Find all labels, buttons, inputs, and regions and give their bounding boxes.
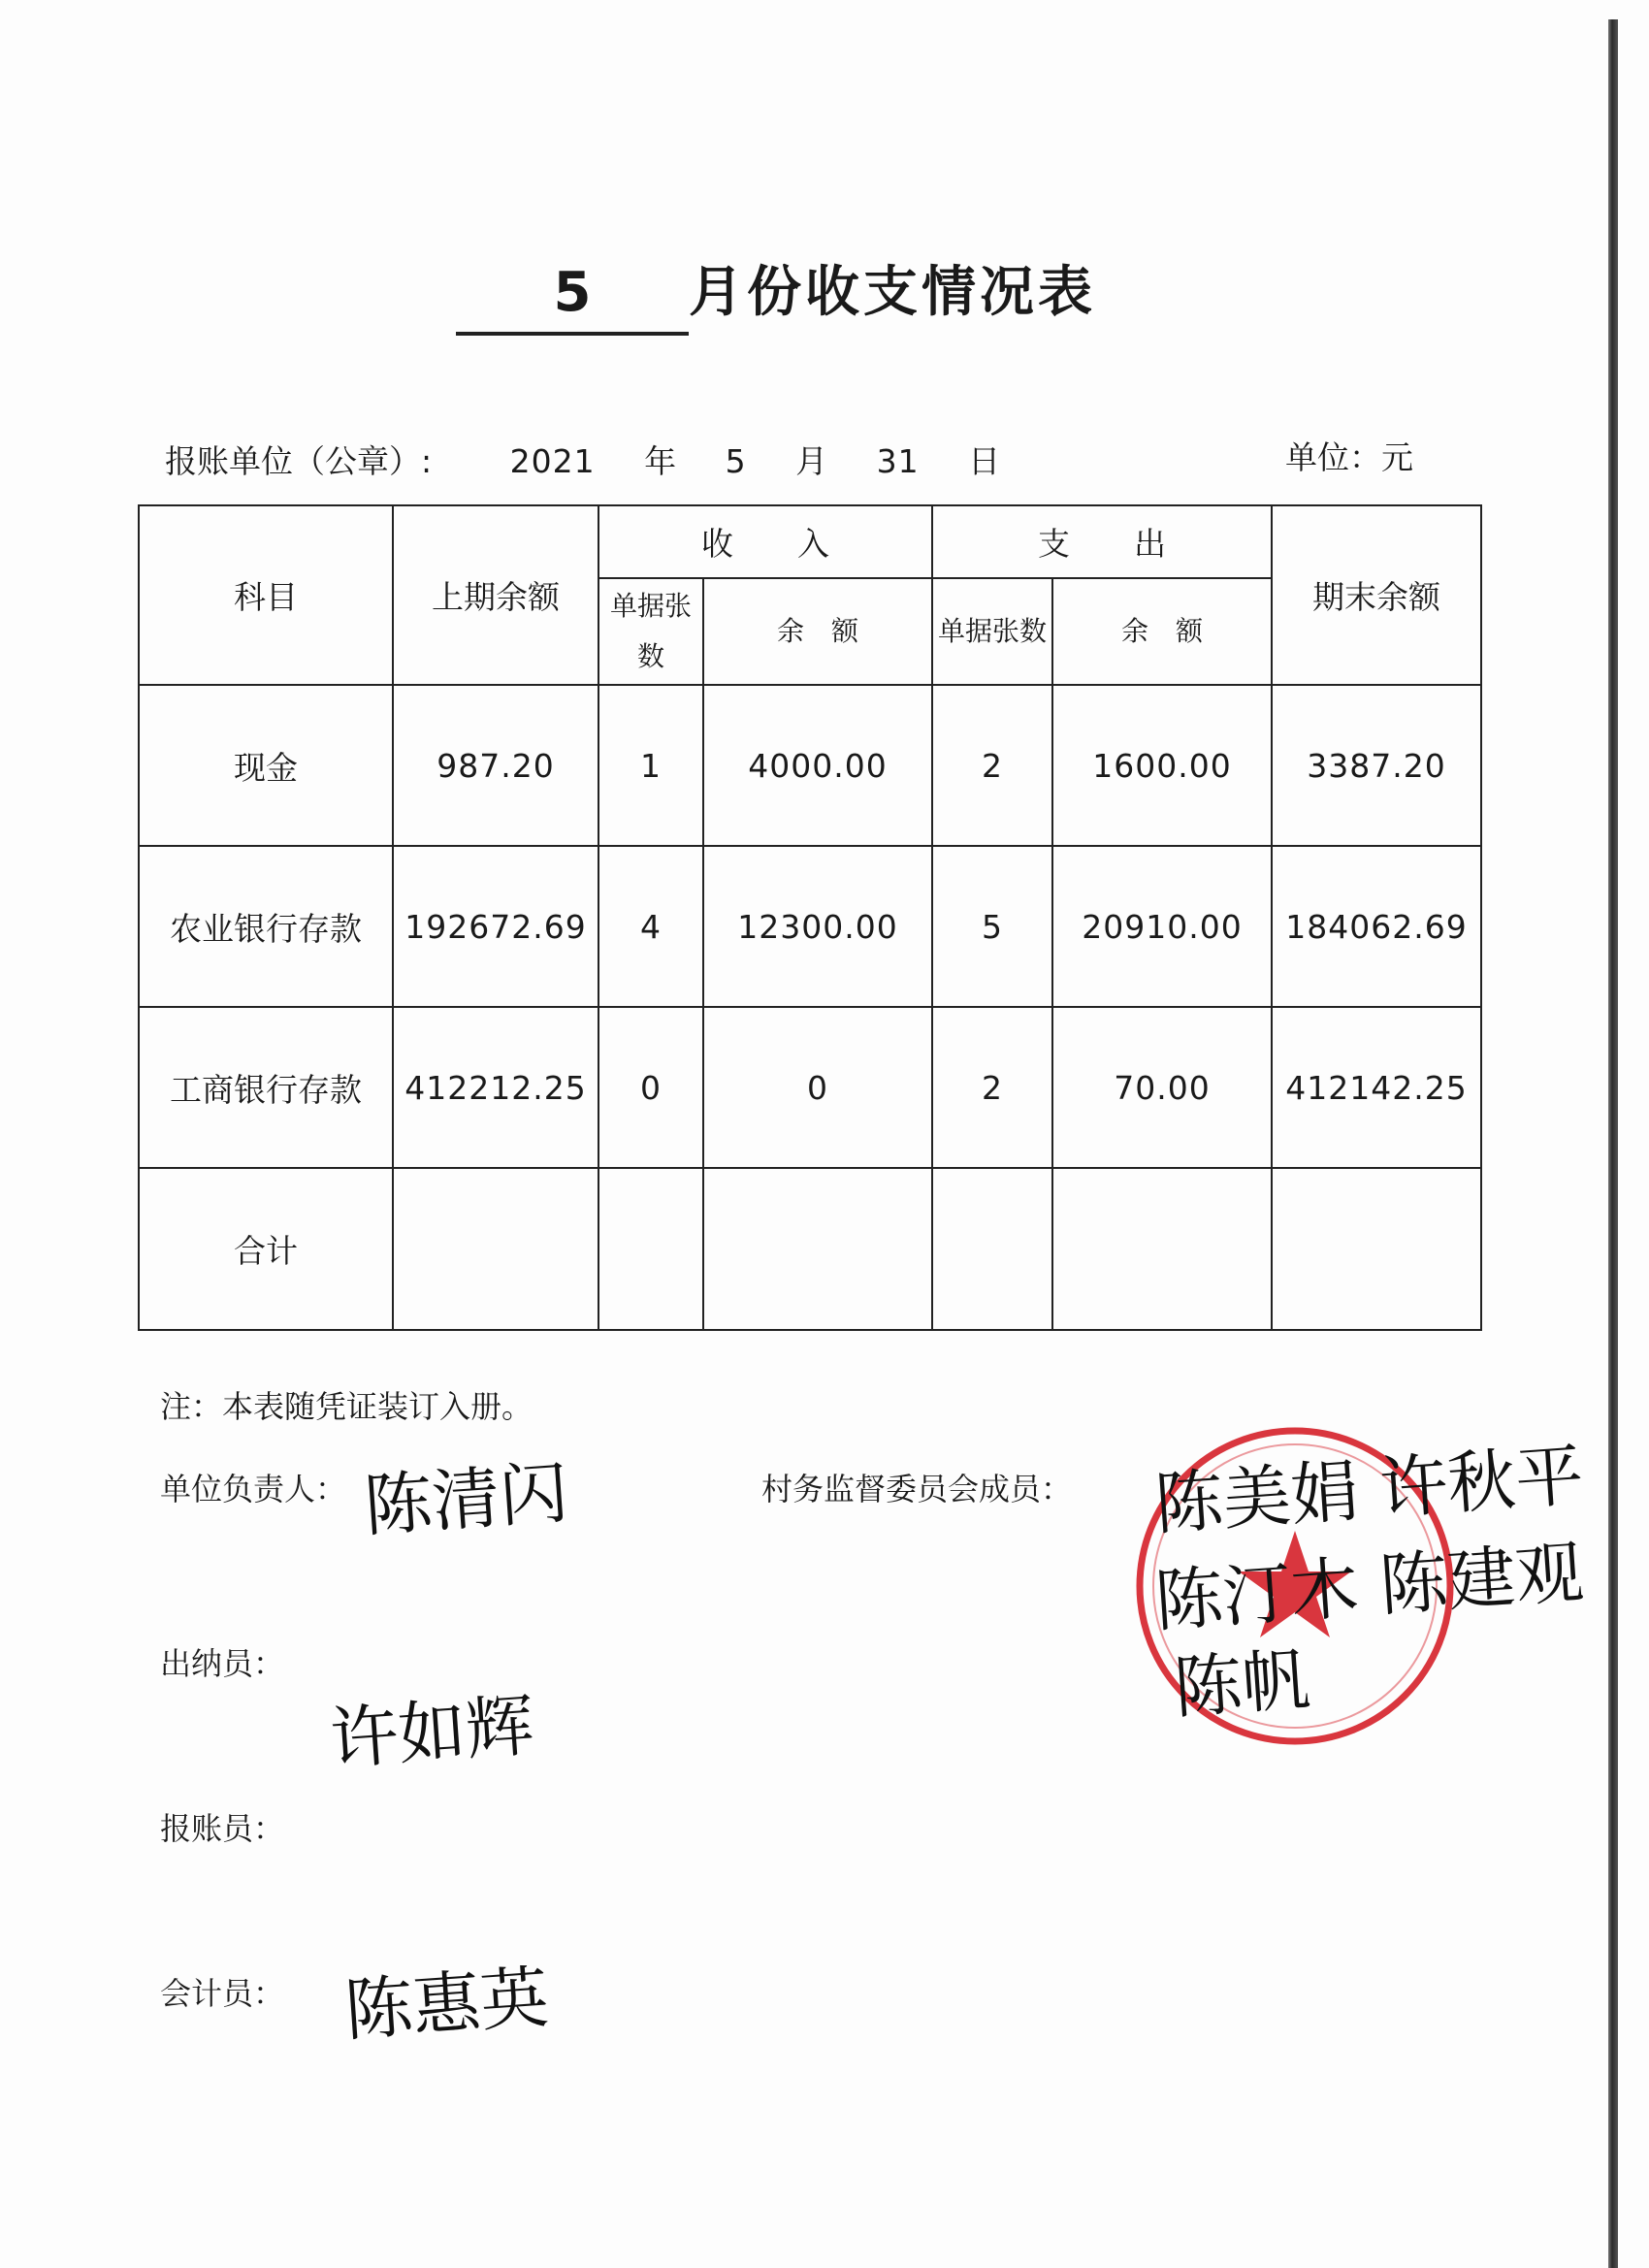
row-end-balance: 184062.69 xyxy=(1272,846,1481,1007)
row-income-count: 0 xyxy=(598,1007,703,1168)
reporting-unit-label: 报账单位（公章）: xyxy=(165,442,433,480)
row-expense-count: 5 xyxy=(932,846,1052,1007)
table-row xyxy=(139,846,1481,1007)
header-expense-doc-count: 单据张数 xyxy=(932,578,1052,685)
table-row xyxy=(139,685,1481,846)
cashier-signature: 许如辉 xyxy=(327,1685,536,1780)
month-char: 月 xyxy=(795,442,828,480)
title-text: 月份收支情况表 xyxy=(689,261,1096,324)
currency-unit: 单位：元 xyxy=(1285,438,1413,476)
report-meta xyxy=(165,437,1000,482)
row-expense-amount: 70.00 xyxy=(1052,1007,1272,1168)
report-month: 5 xyxy=(725,442,747,480)
row-end-balance xyxy=(1272,1168,1481,1330)
row-expense-amount: 20910.00 xyxy=(1052,846,1272,1007)
row-subject: 现金 xyxy=(139,685,393,846)
row-income-amount: 12300.00 xyxy=(703,846,932,1007)
header-row xyxy=(139,505,1481,578)
accountant-label: 会计员： xyxy=(160,1975,285,2012)
row-income-amount: 4000.00 xyxy=(703,685,932,846)
committee-signature-3: 陈帆 xyxy=(1171,1639,1313,1729)
committee-signature-2: 陈汀木 陈建观 xyxy=(1152,1532,1586,1642)
header-income-doc-count: 单据张数 xyxy=(598,578,703,685)
row-income-count: 4 xyxy=(598,846,703,1007)
reporter-label: 报账员： xyxy=(160,1810,285,1847)
row-expense-count: 2 xyxy=(932,685,1052,846)
accountant-signature: 陈惠英 xyxy=(341,1957,551,2052)
row-end-balance: 412142.25 xyxy=(1272,1007,1481,1168)
cashier-label: 出纳员： xyxy=(160,1645,285,1682)
row-expense-amount: 1600.00 xyxy=(1052,685,1272,846)
table-row xyxy=(139,1007,1481,1168)
row-expense-amount xyxy=(1052,1168,1272,1330)
footnote: 注：本表随凭证装订入册。 xyxy=(160,1388,534,1425)
row-income-amount: 0 xyxy=(703,1007,932,1168)
header-prev-balance: 上期余额 xyxy=(393,505,598,685)
header-income-amount: 余 额 xyxy=(703,578,932,685)
row-subject: 工商银行存款 xyxy=(139,1007,393,1168)
row-prev-balance: 192672.69 xyxy=(393,846,598,1007)
row-income-count xyxy=(598,1168,703,1330)
report-year: 2021 xyxy=(509,442,596,480)
row-income-amount xyxy=(703,1168,932,1330)
table-row xyxy=(139,1168,1481,1330)
report-day: 31 xyxy=(876,442,920,480)
scanner-edge xyxy=(1608,19,1618,2268)
row-subject: 合计 xyxy=(139,1168,393,1330)
row-expense-count: 2 xyxy=(932,1007,1052,1168)
manager-signature: 陈清闪 xyxy=(361,1452,570,1547)
ledger-table xyxy=(138,504,1482,1331)
row-subject: 农业银行存款 xyxy=(139,846,393,1007)
row-prev-balance: 987.20 xyxy=(393,685,598,846)
header-end-balance: 期末余额 xyxy=(1272,505,1481,685)
row-prev-balance xyxy=(393,1168,598,1330)
title-month: 5 xyxy=(456,262,689,336)
manager-label: 单位负责人： xyxy=(160,1471,347,1507)
committee-signature-1: 陈美娟 许秋平 xyxy=(1152,1435,1586,1545)
header-income: 收 入 xyxy=(598,505,932,578)
row-prev-balance: 412212.25 xyxy=(393,1007,598,1168)
committee-label: 村务监督委员会成员： xyxy=(761,1471,1073,1507)
year-char: 年 xyxy=(644,442,677,480)
header-subject: 科目 xyxy=(139,505,393,685)
row-income-count: 1 xyxy=(598,685,703,846)
row-expense-count xyxy=(932,1168,1052,1330)
header-expense-amount: 余 额 xyxy=(1052,578,1272,685)
day-char: 日 xyxy=(968,442,1001,480)
row-end-balance: 3387.20 xyxy=(1272,685,1481,846)
header-expense: 支 出 xyxy=(932,505,1272,578)
